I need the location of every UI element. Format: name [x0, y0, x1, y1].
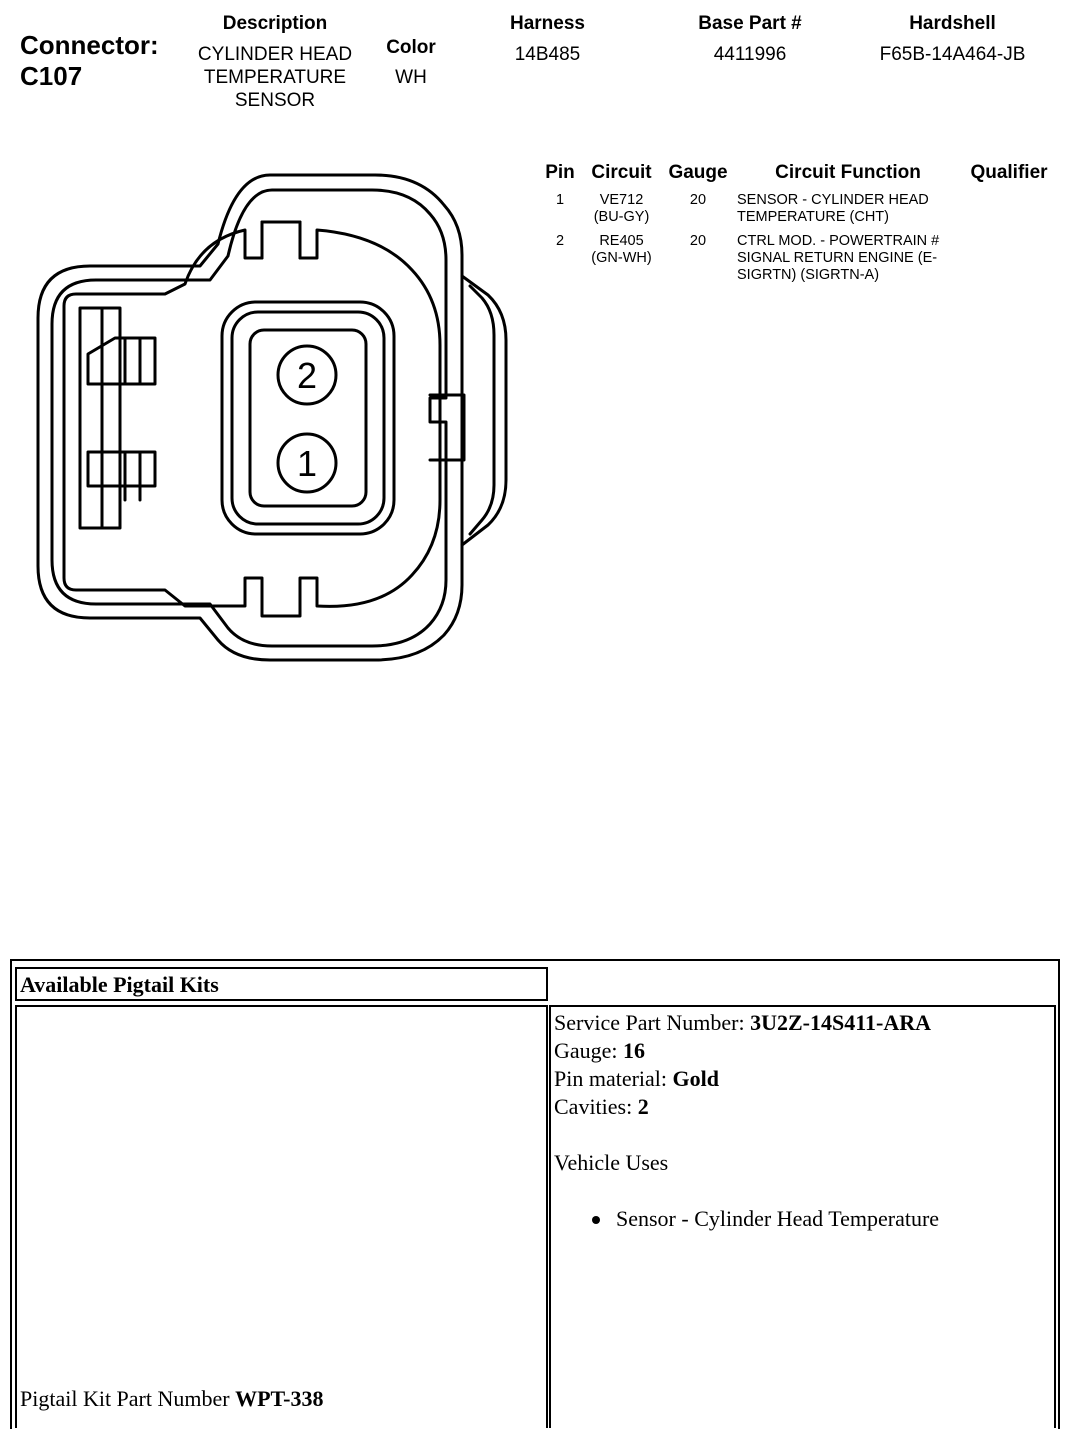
pigtail-title-cell	[15, 967, 548, 1001]
table-row	[540, 192, 1060, 228]
pin-column-header: Pin	[545, 162, 575, 183]
pin-material-label: Pin material:	[554, 1066, 673, 1091]
kit-part-value: WPT-338	[235, 1386, 324, 1411]
table-row	[540, 233, 1060, 287]
circuit-color: (BU-GY)	[593, 209, 650, 225]
connector-id: C107	[20, 61, 83, 91]
pin-1-label: 1	[296, 443, 318, 484]
circuit-code: RE405	[599, 233, 644, 249]
cavity-frame-outer	[222, 302, 394, 534]
function-line: SIGRTN) (SIGRTN-A)	[737, 267, 880, 283]
circuit-column-header: Circuit	[591, 162, 652, 183]
hardshell-value: F65B-14A464-JB	[879, 44, 1026, 65]
pin-number: 2	[555, 233, 565, 249]
qualifier-column-header: Qualifier	[970, 162, 1048, 183]
cavities-row	[554, 1093, 1049, 1121]
pin-material-row	[554, 1065, 1049, 1093]
left-latch	[80, 308, 120, 528]
pin-material-value: Gold	[672, 1066, 719, 1091]
circuit-id	[584, 192, 659, 226]
connector-label: Connector:	[20, 30, 159, 60]
gauge-value: 16	[623, 1038, 646, 1063]
latch-bump-inner	[470, 286, 494, 534]
bullet-icon	[592, 1216, 600, 1224]
function-line: TEMPERATURE (CHT)	[737, 209, 889, 225]
description-line: SENSOR	[234, 90, 316, 111]
latch-bump	[462, 276, 506, 545]
gauge-value: 20	[689, 233, 707, 249]
hardshell-header: Hardshell	[909, 13, 996, 34]
function-line: SENSOR - CYLINDER HEAD	[737, 192, 929, 208]
service-part-number	[554, 1009, 1049, 1037]
pigtail-title: Available Pigtail Kits	[20, 972, 219, 997]
circuit-function	[737, 192, 967, 226]
description-line: TEMPERATURE	[203, 67, 347, 88]
gauge-label: Gauge:	[554, 1038, 624, 1063]
description-value	[175, 43, 375, 112]
base-part-value: 4411996	[713, 44, 787, 65]
top-key-detail	[262, 222, 300, 258]
connector-face-diagram	[0, 140, 540, 680]
pigtail-details	[554, 1009, 1049, 1233]
pin-number: 1	[555, 192, 565, 208]
circuit-id	[584, 233, 659, 267]
function-line: SIGNAL RETURN ENGINE (E-	[737, 250, 938, 266]
description-line: CYLINDER HEAD	[197, 44, 353, 65]
pigtail-details-cell	[549, 1005, 1056, 1428]
base-part-header: Base Part #	[698, 13, 802, 34]
cavities-value: 2	[637, 1094, 649, 1119]
pigtail-image-cell	[15, 1005, 548, 1428]
vehicle-use-item	[554, 1205, 1049, 1233]
kit-part-label: Pigtail Kit Part Number	[20, 1386, 236, 1411]
harness-header: Harness	[510, 13, 585, 34]
harness-value: 14B485	[514, 44, 581, 65]
function-line: CTRL MOD. - POWERTRAIN #	[737, 233, 940, 249]
service-part-label: Service Part Number:	[554, 1010, 751, 1035]
service-part-value: 3U2Z-14S411-ARA	[750, 1010, 932, 1035]
vehicle-use-label: Sensor - Cylinder Head Temperature	[616, 1206, 940, 1231]
gauge-column-header: Gauge	[668, 162, 728, 183]
circuit-code: VE712	[599, 192, 644, 208]
circuit-function	[737, 233, 967, 284]
function-column-header: Circuit Function	[775, 162, 921, 183]
gauge-row	[554, 1037, 1049, 1065]
pin-2-label: 2	[296, 355, 318, 396]
gauge-value: 20	[689, 192, 707, 208]
cavities-label: Cavities:	[554, 1094, 638, 1119]
color-header: Color	[386, 37, 436, 58]
color-value: WH	[395, 67, 427, 88]
pigtail-kit-part-number	[20, 1385, 324, 1413]
circuit-color: (GN-WH)	[591, 250, 652, 266]
vehicle-uses-heading: Vehicle Uses	[554, 1150, 669, 1175]
description-header: Description	[222, 13, 328, 34]
